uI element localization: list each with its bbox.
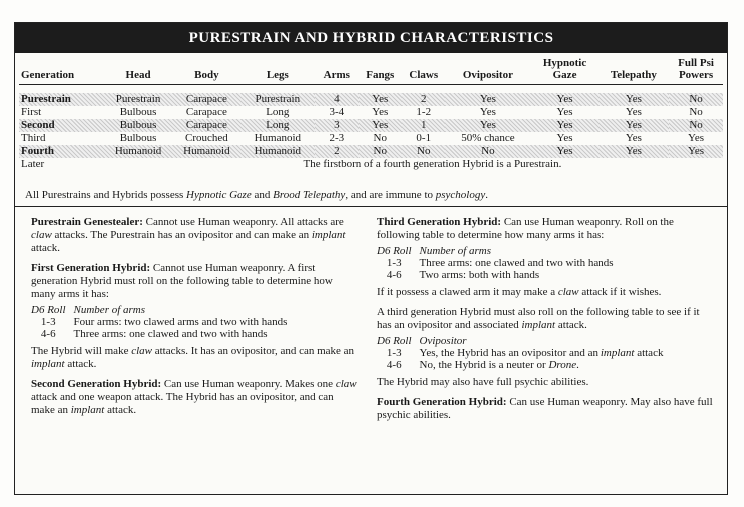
cell: Yes [599, 119, 669, 132]
first-gen-attacks: The Hybrid will make claw attacks. It has an ovipositor, and can make an implant attack. [31, 345, 355, 370]
cell: 3 [315, 119, 358, 132]
table-row [19, 106, 723, 119]
roll-row: 1-3 Four arms: two clawed arms and two with hands [40, 316, 288, 328]
table-row [19, 145, 723, 158]
cell: No [402, 145, 445, 158]
cell: 2-3 [329, 132, 345, 144]
cell: Later [21, 158, 45, 170]
col-header: Hypnotic Gaze [530, 57, 598, 85]
cell: 1-2 [416, 106, 432, 118]
cell: Bulbous [119, 132, 157, 144]
roll-row: 4-6 No, the Hybrid is a neuter or Drone. [386, 359, 579, 371]
cell: No [359, 145, 402, 158]
cell: Purestrain [104, 93, 172, 106]
cell: Fourth [19, 145, 104, 158]
card-title: PURESTRAIN AND HYBRID CHARACTERISTICS [15, 23, 727, 53]
table-row [19, 158, 723, 171]
fourth-gen-paragraph: Fourth Generation Hybrid: Can use Human weaponry. May also have full psychic abilities. [377, 396, 713, 421]
cell: No [373, 132, 387, 144]
cell: Yes [625, 132, 642, 144]
col-header: Head [104, 57, 172, 85]
cell: Yes [445, 93, 530, 106]
left-column [31, 216, 359, 424]
cell: Yes [599, 145, 669, 158]
cell: Yes [372, 106, 389, 118]
cell: Third [21, 132, 46, 144]
col-header: Telepathy [599, 57, 669, 85]
cell: No [689, 106, 703, 118]
cell: Crouched [185, 132, 228, 144]
characteristics-card [14, 22, 728, 495]
cell: Carapace [172, 119, 240, 132]
third-gen-ovipositor-table: D6 Roll Ovipositor 1-3 Yes, the Hybrid has an ovipositor and an implant attack 4-6 No, the Hybrid is a neuter or Drone. [377, 335, 671, 371]
cell: Yes [530, 93, 598, 106]
cell: Humanoid [172, 145, 240, 158]
cell: 1 [402, 119, 445, 132]
second-gen-paragraph: Second Generation Hybrid: Can use Human weaponry. Makes one claw attack and one weapon attack. The Hybrid has an ovipositor, and can make an implant attack. [31, 378, 357, 416]
cell: Purestrain [241, 93, 316, 106]
col-header: Ovipositor [445, 57, 530, 85]
cell: Bulbous [104, 119, 172, 132]
cell: Long [241, 119, 316, 132]
col-header: Fangs [359, 57, 402, 85]
cell: No [669, 93, 723, 106]
cell: Humanoid [254, 132, 302, 144]
roll-row: 4-6 Three arms: one clawed and two with hands [40, 328, 268, 340]
immunity-note: All Purestrains and Hybrids possess Hypnotic Gaze and Brood Telepathy, and are immune to psychology. [25, 189, 488, 201]
cell: Humanoid [241, 145, 316, 158]
cell: 3-4 [329, 106, 345, 118]
cell: 50% chance [461, 132, 515, 144]
first-gen-paragraph: First Generation Hybrid: Cannot use Human weaponry. A first generation Hybrid must roll on the following table to determine how many arms it has: [31, 262, 333, 300]
table-row [19, 132, 723, 145]
cell: Purestrain [19, 93, 104, 106]
cell: Yes [359, 119, 402, 132]
first-gen-roll-table: D6 Roll Number of arms 1-3 Four arms: two clawed arms and two with hands 4-6 Three arms: one clawed and two with hands [31, 304, 295, 340]
cell: Yes [445, 119, 530, 132]
cell: Yes [669, 145, 723, 158]
table-row [19, 119, 723, 132]
cell: Yes [359, 93, 402, 106]
cell: Carapace [185, 106, 227, 118]
cell: Yes [688, 132, 705, 144]
cell: 2 [402, 93, 445, 106]
cell: Long [266, 106, 290, 118]
cell: Bulbous [119, 106, 157, 118]
cell: First [21, 106, 42, 118]
col-header: Body [172, 57, 240, 85]
cell: Carapace [172, 93, 240, 106]
table-header-row [19, 57, 723, 85]
cell: Second [19, 119, 104, 132]
purestrain-paragraph: Purestrain Genestealer: Cannot use Human weaponry. All attacks are claw attacks. The Purestrain has an ovipositor and can make an implant attack. [31, 216, 346, 254]
cell: 0-1 [416, 132, 432, 144]
cell: Yes [599, 93, 669, 106]
cell: Yes [530, 145, 598, 158]
col-header: Legs [241, 57, 316, 85]
cell: Yes [556, 106, 573, 118]
later-note: The firstborn of a fourth generation Hybrid is a Purestrain. [303, 158, 562, 170]
cell: Yes [625, 106, 642, 118]
third-gen-paragraph: Third Generation Hybrid: Can use Human weaponry. Roll on the following table to determine how many arms it has: [377, 216, 674, 241]
col-header: Arms [315, 57, 358, 85]
cell: Yes [556, 132, 573, 144]
col-header: Full Psi Powers [669, 57, 723, 85]
col-header: Claws [402, 57, 445, 85]
third-gen-ovipositor-note: A third generation Hybrid must also roll on the following table to see if it has an ovipositor and associated implant attack. [377, 306, 700, 331]
section-divider [15, 206, 727, 207]
cell: No [445, 145, 530, 158]
third-gen-arms-table: D6 Roll Number of arms 1-3 Three arms: one clawed and two with hands 4-6 Two arms: both with hands [377, 245, 622, 281]
table-row [19, 93, 723, 106]
third-gen-claw-note: If it possess a clawed arm it may make a claw attack if it wishes. [377, 286, 662, 298]
third-gen-psychic-note: The Hybrid may also have full psychic abilities. [377, 376, 589, 388]
cell: Yes [479, 106, 496, 118]
right-column [377, 216, 713, 429]
cell: 4 [315, 93, 358, 106]
cell: No [669, 119, 723, 132]
characteristics-table [19, 57, 723, 171]
cell: Humanoid [104, 145, 172, 158]
cell: Yes [530, 119, 598, 132]
col-header: Generation [19, 57, 104, 85]
roll-row: 1-3 Yes, the Hybrid has an ovipositor and an implant attack [386, 347, 664, 359]
roll-row: 4-6 Two arms: both with hands [386, 269, 540, 281]
cell: 2 [315, 145, 358, 158]
roll-row: 1-3 Three arms: one clawed and two with hands [386, 257, 614, 269]
